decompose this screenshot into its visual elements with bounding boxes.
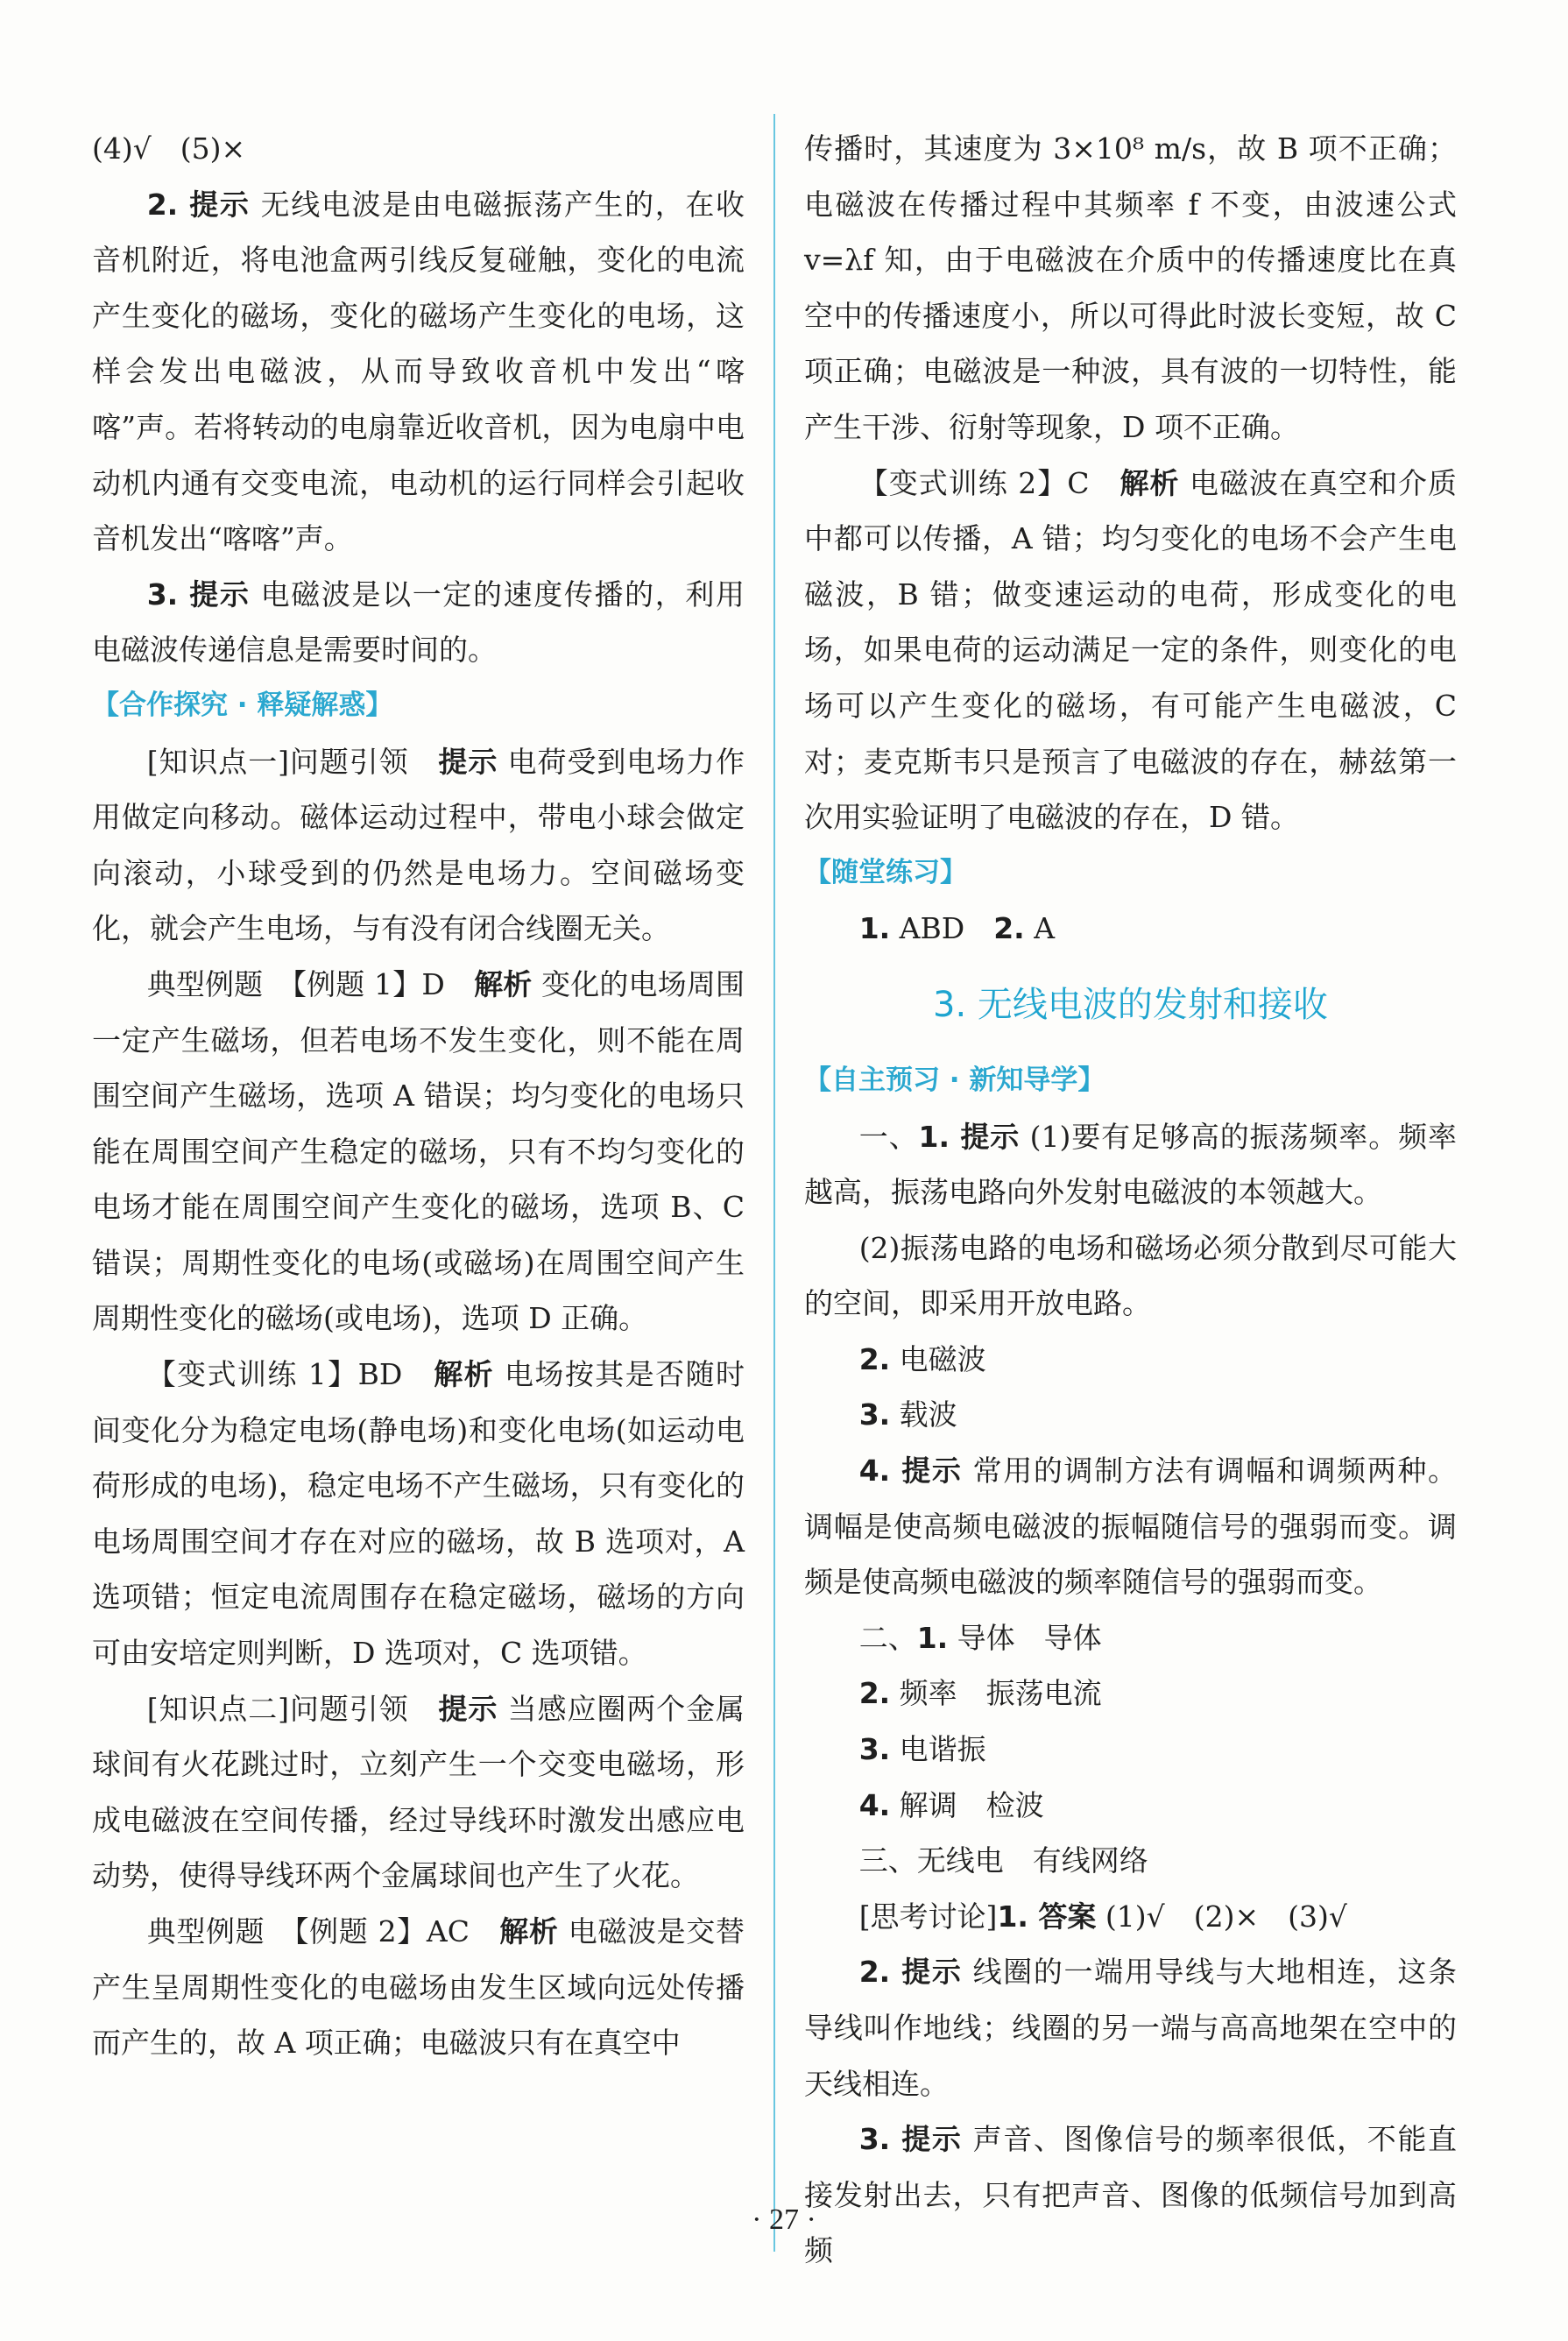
paragraph-text: 三、无线电 有线网络 [858, 1843, 1148, 1878]
bold-label: 3. [858, 1397, 891, 1432]
bold-label: 提示 [438, 1691, 498, 1726]
paragraph-text: (2)振荡电路的电场和磁场必须分散到尽可能大的空间，即采用开放电路。 [804, 1230, 1457, 1321]
paragraph-text: 典型例题 【例题 2】AC [146, 1914, 500, 1948]
paragraph [804, 1220, 1457, 1332]
paragraph [804, 1778, 1457, 1834]
paragraph-text: 解调 检波 [890, 1787, 1044, 1822]
paragraph-text: 电磁波 [890, 1341, 986, 1376]
paragraph-text: 电荷受到电场力作用做定向移动。磁体运动过程中，带电小球会做定向滚动，小球受到的仍然是电场力。空间磁场变化，就会产生电场，与有没有闭合线圈无关。 [92, 744, 745, 946]
paragraph [804, 1443, 1457, 1610]
paragraph-text: 载波 [890, 1397, 957, 1432]
paragraph-text: ABD [890, 911, 994, 946]
bold-label: 1. 提示 [918, 1119, 1021, 1154]
bold-label: 3. 提示 [858, 2122, 963, 2157]
paragraph [804, 1722, 1457, 1778]
paragraph [92, 1904, 745, 2071]
paragraph-text: 变化的电场周围一定产生磁场，但若电场不发生变化，则不能在周围空间产生磁场，选项 A 错误；均匀变化的电场只能在周围空间产生稳定的磁场，只有不均匀变化的电场才能在周围空间产生变化的磁场，选项 B、C 错误；周期性变化的电场(或磁场)在周围空间产生周期性变化的磁场(或电场)，选项 D 正确。 [92, 966, 745, 1336]
paragraph-text: (4)√ (5)× [92, 131, 246, 166]
bold-label: 2. 提示 [858, 1955, 963, 1990]
paragraph-text: [思考讨论] [858, 1899, 998, 1934]
paragraph-text: 电磁波是交替产生呈周期性变化的电磁场由发生区域向远处传播而产生的，故 A 项正确；电磁波只有在真空中 [92, 1914, 745, 2061]
paragraph [804, 2111, 1457, 2279]
paragraph-text: 频率 振荡电流 [890, 1676, 1102, 1711]
paragraph-text: 传播时，其速度为 3×10⁸ m/s，故 B 项不正确；电磁波在传播过程中其频率 f 不变，由波速公式 v=λf 知，由于电磁波在介质中的传播速度比在真空中的传播速度小，所以可得此时波长变短，故 C 项正确；电磁波是一种波，具有波的一切特性，能产生干涉、衍射等现象，D 项不正确。 [804, 131, 1457, 444]
bold-label: 解析 [1119, 465, 1180, 500]
paragraph-text: 当感应圈两个金属球间有火花跳过时，立刻产生一个交变电磁场，形成电磁波在空间传播，经过导线环时激发出感应电动势，使得导线环两个金属球间也产生了火花。 [92, 1691, 745, 1893]
paragraph-text: 电磁波在真空和介质中都可以传播，A 错；均匀变化的电场不会产生电磁波，B 错；做变速运动的电荷，形成变化的电场，如果电荷的运动满足一定的条件，则变化的电场可以产生变化的磁场，有可能产生电磁波，C 对；麦克斯韦只是预言了电磁波的存在，赫兹第一次用实验证明了电磁波的存在，D 错。 [804, 465, 1457, 835]
paragraph [804, 121, 1457, 456]
paragraph-text: 电谐振 [890, 1732, 986, 1767]
bold-label: 4. [858, 1787, 891, 1822]
section-heading: 【随堂练习】 [804, 856, 967, 888]
bold-label: 2. 提示 [146, 187, 251, 222]
paragraph-text: 二、 [858, 1620, 917, 1655]
bold-label: 3. [858, 1732, 891, 1767]
paragraph [804, 1889, 1457, 1945]
bold-label: 解析 [434, 1357, 495, 1392]
paragraph [92, 567, 745, 678]
bold-label: 1. [916, 1620, 949, 1655]
paragraph [804, 1610, 1457, 1666]
bold-label: 2. [993, 911, 1025, 946]
paragraph [92, 1681, 745, 1904]
bold-label: 3. 提示 [146, 576, 251, 612]
paragraph-text: 电磁波是以一定的速度传播的，利用电磁波传递信息是需要时间的。 [92, 576, 745, 668]
paragraph [804, 456, 1457, 845]
right-column [804, 121, 1457, 2279]
bold-label: 提示 [438, 744, 498, 779]
page-number: · 27 · [752, 2203, 816, 2236]
column-divider [773, 114, 775, 2252]
paragraph [804, 1109, 1457, 1220]
paragraph [92, 177, 745, 567]
paragraph [92, 957, 745, 1347]
paragraph [804, 1387, 1457, 1443]
paragraph [92, 1347, 745, 1681]
paragraph [804, 901, 1457, 957]
paragraph-text: 常用的调制方法有调幅和调频两种。调幅是使高频电磁波的振幅随信号的强弱而变。调频是使高频电磁波的频率随信号的强弱而变。 [804, 1453, 1457, 1600]
paragraph-text: (1)√ (2)× (3)√ [1096, 1899, 1347, 1934]
left-column [92, 121, 745, 2071]
bold-label: 解析 [474, 966, 533, 1001]
paragraph [804, 1332, 1457, 1388]
paragraph [92, 121, 745, 177]
paragraph-text: 电场按其是否随时间变化分为稳定电场(静电场)和变化电场(如运动电荷形成的电场)，稳定电场不产生磁场，只有变化的电场周围空间才存在对应的磁场，故 B 选项对，A 选项错；恒定电流周围存在稳定磁场，磁场的方向可由安培定则判断，D 选项对，C 选项错。 [92, 1357, 745, 1671]
paragraph-text: [知识点二]问题引领 [146, 1691, 439, 1726]
bold-label: 1. [858, 911, 891, 946]
paragraph-text: 【变式训练 1】BD [146, 1357, 434, 1392]
paragraph-text: A [1024, 911, 1056, 946]
paragraph-text: 【变式训练 2】C [858, 465, 1120, 500]
paragraph-text: (1)要有足够高的振荡频率。频率越高，振荡电路向外发射电磁波的本领越大。 [804, 1119, 1458, 1210]
paragraph [804, 1944, 1457, 2111]
bold-label: 2. [858, 1676, 891, 1711]
paragraph-text: 导体 导体 [948, 1620, 1102, 1655]
bold-label: 4. 提示 [858, 1453, 963, 1489]
paragraph [804, 1833, 1457, 1889]
bold-label: 2. [858, 1341, 891, 1376]
section-heading: 【合作探究 · 释疑解惑】 [92, 689, 393, 721]
chapter-title: 3. 无线电波的发射和接收 [933, 984, 1328, 1025]
paragraph [92, 734, 745, 957]
bold-label: 1. 答案 [997, 1899, 1097, 1934]
paragraph-text: 典型例题 【例题 1】D [146, 966, 475, 1001]
section-heading: 【自主预习 · 新知导学】 [804, 1064, 1105, 1096]
bold-label: 解析 [499, 1914, 559, 1948]
paragraph-text: 线圈的一端用导线与大地相连，这条导线叫作地线；线圈的另一端与高高地架在空中的天线相连。 [804, 1955, 1457, 2101]
paragraph-text: 声音、图像信号的频率很低，不能直接发射出去，只有把声音、图像的低频信号加到高频 [804, 2122, 1457, 2268]
paragraph-text: 一、 [858, 1119, 919, 1154]
paragraph-text: [知识点一]问题引领 [146, 744, 439, 779]
paragraph [804, 1666, 1457, 1722]
paragraph-text: 无线电波是由电磁振荡产生的，在收音机附近，将电池盒两引线反复碰触，变化的电流产生变化的磁场，变化的磁场产生变化的电场，这样会发出电磁波，从而导致收音机中发出“喀喀”声。若将转动的电扇靠近收音机，因为电扇中电动机内通有交变电流，电动机的运行同样会引起收音机发出“喀喀”声。 [92, 187, 745, 556]
